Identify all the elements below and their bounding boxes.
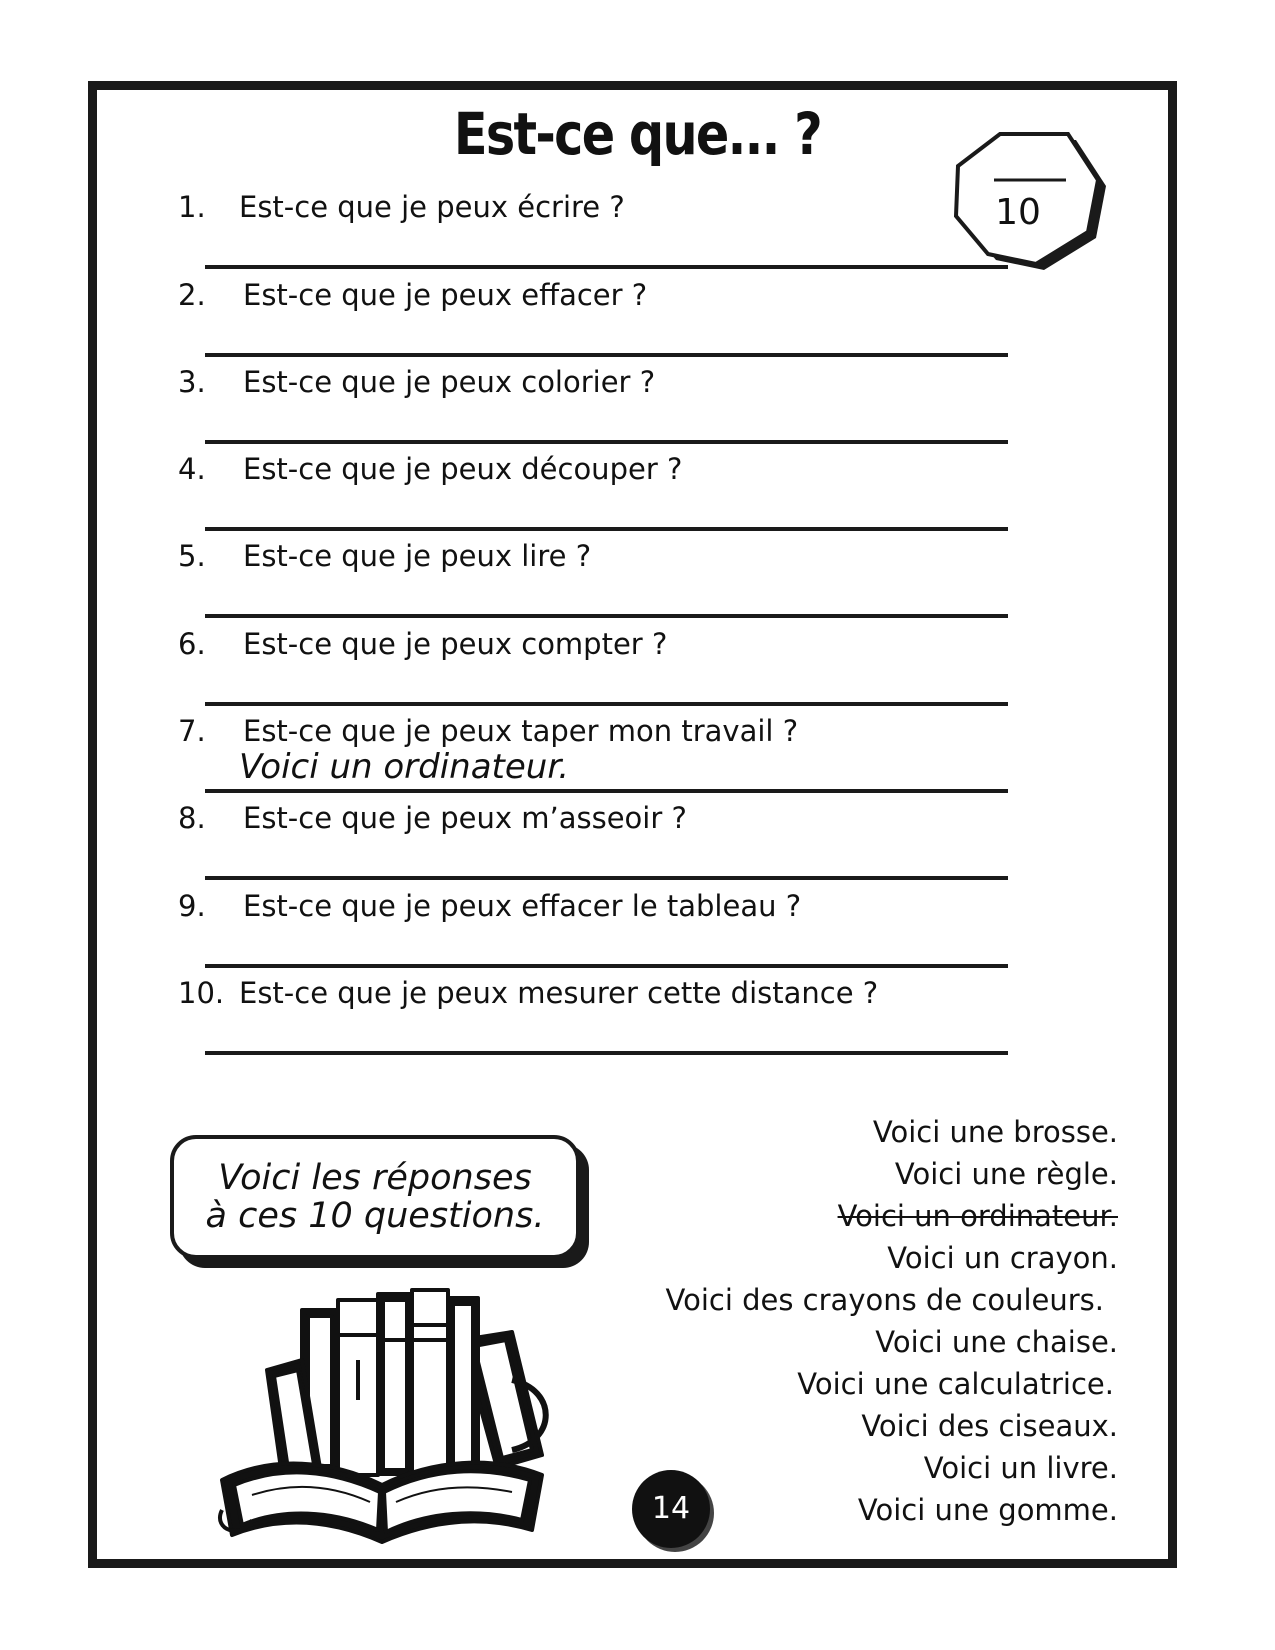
question-2 (178, 278, 1038, 370)
question-text: Est-ce que je peux colorier ? (243, 365, 656, 399)
callout-line-2: à ces 10 questions. (205, 1196, 545, 1236)
question-5 (178, 539, 1038, 631)
question-text: Est-ce que je peux écrire ? (239, 190, 625, 224)
books-icon (212, 1280, 562, 1548)
question-number: 9. (178, 889, 206, 923)
choice-item: Voici une gomme. (857, 1493, 1118, 1527)
question-text: Est-ce que je peux découper ? (243, 452, 683, 486)
answer-line[interactable] (205, 702, 1008, 706)
choice-item: Voici des crayons de couleurs. (665, 1283, 1104, 1317)
question-text: Est-ce que je peux effacer ? (243, 278, 648, 312)
question-text: Est-ce que je peux m’asseoir ? (243, 801, 687, 835)
answer-line[interactable] (205, 876, 1008, 880)
choice-item: Voici une brosse. (872, 1115, 1118, 1149)
question-text: Est-ce que je peux taper mon travail ? (243, 714, 799, 748)
question-number: 8. (178, 801, 206, 835)
question-number: 4. (178, 452, 206, 486)
question-number: 1. (178, 190, 206, 224)
answers-callout (170, 1135, 580, 1259)
choice-item: Voici une calculatrice. (797, 1367, 1114, 1401)
answer-line[interactable] (205, 614, 1008, 618)
choice-item: Voici une chaise. (875, 1325, 1118, 1359)
question-number: 2. (178, 278, 206, 312)
question-3 (178, 365, 1038, 457)
choice-item: Voici une règle. (894, 1157, 1118, 1191)
question-text: Est-ce que je peux mesurer cette distance ? (239, 976, 879, 1010)
question-text: Est-ce que je peux lire ? (243, 539, 592, 573)
page-title: Est-ce que... ? (453, 100, 822, 168)
question-1 (178, 190, 1038, 282)
choice-item: Voici un livre. (923, 1451, 1118, 1485)
answer-line[interactable] (205, 964, 1008, 968)
answer-line[interactable] (205, 440, 1008, 444)
question-text: Est-ce que je peux effacer le tableau ? (243, 889, 802, 923)
choice-item: Voici un crayon. (887, 1241, 1118, 1275)
answer-choices (666, 1111, 1119, 1531)
question-9 (178, 889, 1038, 981)
question-6 (178, 627, 1038, 719)
question-number: 7. (178, 714, 206, 748)
choice-item-used: Voici un ordinateur. (837, 1199, 1118, 1233)
answer-line[interactable] (205, 1051, 1008, 1055)
question-text: Est-ce que je peux compter ? (243, 627, 668, 661)
question-7 (178, 714, 1038, 806)
question-number: 3. (178, 365, 206, 399)
answer-line[interactable] (205, 789, 1008, 793)
page-number: 14 (632, 1470, 710, 1548)
question-number: 10. (178, 976, 225, 1010)
question-8 (178, 801, 1038, 893)
answer-line[interactable] (205, 353, 1008, 357)
question-4 (178, 452, 1038, 544)
question-10 (178, 976, 1038, 1068)
answer-text[interactable]: Voici un ordinateur. (239, 747, 570, 787)
answer-line[interactable] (205, 527, 1008, 531)
choice-item: Voici des ciseaux. (861, 1409, 1118, 1443)
question-number: 5. (178, 539, 206, 573)
callout-line-1: Voici les réponses (218, 1158, 532, 1198)
answer-line[interactable] (205, 265, 1008, 269)
question-number: 6. (178, 627, 206, 661)
score-total: 10 (995, 192, 1041, 233)
